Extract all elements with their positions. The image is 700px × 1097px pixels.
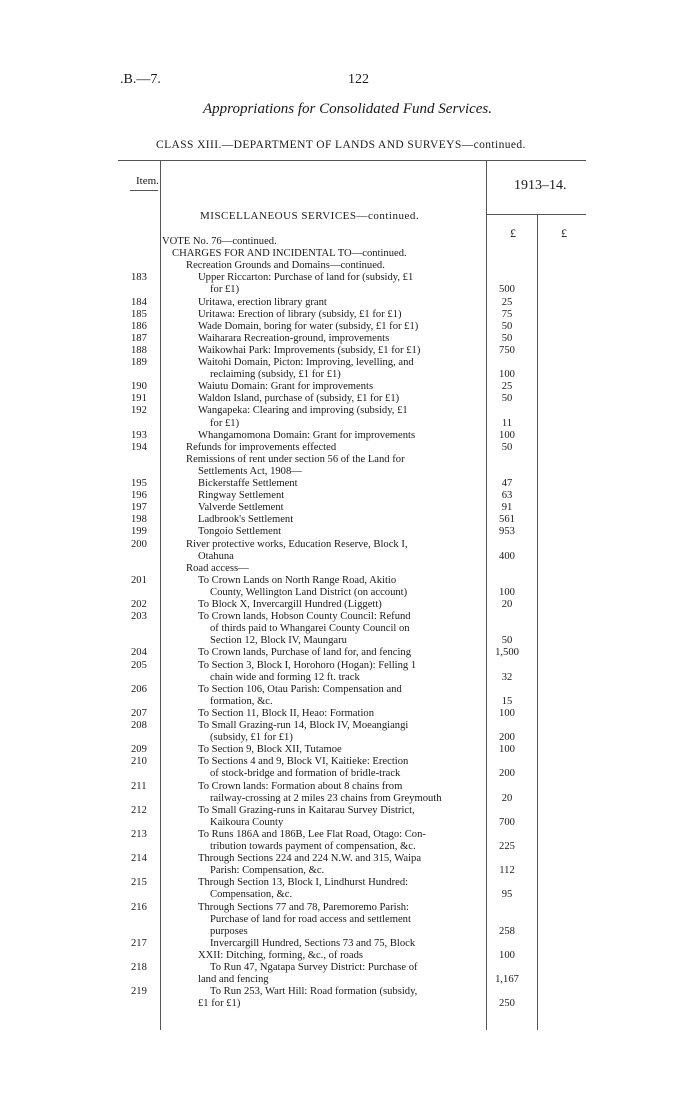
item-description: To Run 47, Ngatapa Survey District: Purchase of [210, 962, 418, 973]
table-row [0, 744, 700, 756]
item-description: Remissions of rent under section 56 of the Land for [186, 453, 405, 465]
item-amount: 100 [499, 707, 515, 719]
table-row [0, 418, 700, 430]
table-row [0, 793, 700, 805]
item-amount: 250 [499, 998, 515, 1010]
item-description: Wade Domain, boring for water (subsidy, £1 for £1) [198, 320, 419, 332]
page-title: Appropriations for Consolidated Fund Services. [203, 101, 493, 117]
item-number: 218 [131, 962, 147, 973]
item-amount: 20 [501, 792, 513, 804]
item-number: 195 [131, 478, 147, 489]
item-number: 189 [131, 357, 147, 368]
table-row [0, 986, 700, 998]
table-row [0, 672, 700, 684]
item-number: 183 [131, 272, 147, 284]
item-amount: 225 [499, 841, 515, 852]
item-amount: 953 [499, 526, 515, 538]
item-description: To Section 106, Otau Parish: Compensation and [198, 683, 402, 695]
item-description: Parish: Compensation, &c. [210, 865, 325, 877]
item-description: To Small Grazing-runs in Kaitarau Survey District, [198, 804, 415, 816]
item-number: 202 [131, 599, 147, 610]
item-description: (subsidy, £1 for £1) [210, 732, 293, 744]
table-row [0, 974, 700, 986]
table-row [0, 926, 700, 938]
item-description: Kaikoura County [210, 816, 284, 828]
item-description: formation, &c. [210, 695, 273, 707]
item-description: Recreation Grounds and Domains—continued. [186, 260, 385, 272]
item-number: 211 [131, 780, 147, 792]
item-description: To Crown lands, Hobson County Council: Refund [198, 611, 411, 623]
item-column-header: Item. [136, 175, 159, 187]
item-description: Wangapeka: Clearing and improving (subsidy, £1 [198, 405, 408, 417]
item-description: Ladbrook's Settlement [198, 514, 294, 526]
table-row [0, 551, 700, 563]
item-amount: 750 [499, 344, 515, 356]
item-description: Otahuna [198, 550, 234, 562]
item-number: 206 [131, 683, 147, 695]
item-number: 187 [131, 332, 147, 344]
table-row [0, 575, 700, 587]
item-description: tribution towards payment of compensation, &c. [210, 841, 416, 852]
item-amount: 25 [501, 381, 513, 393]
table-row [0, 768, 700, 780]
item-amount: 32 [501, 671, 513, 683]
table-row [0, 272, 700, 284]
item-description: purposes [210, 925, 248, 937]
item-amount: 400 [499, 550, 515, 562]
item-number: 216 [131, 901, 147, 913]
item-description: reclaiming (subsidy, £1 for £1) [210, 369, 341, 381]
table-row [0, 345, 700, 357]
item-description: To Run 253, Wart Hill: Road formation (subsidy, [210, 986, 418, 998]
item-number: 186 [131, 320, 147, 332]
item-description: Waiharara Recreation-ground, improvements [198, 332, 390, 344]
table-row [0, 805, 700, 817]
table-row [0, 853, 700, 865]
item-number: 199 [131, 526, 147, 538]
top-rule [118, 160, 586, 161]
table-row [0, 720, 700, 732]
item-description: Invercargill Hundred, Sections 73 and 75, Block [210, 937, 416, 949]
item-description: Upper Riccarton: Purchase of land for (subsidy, £1 [198, 272, 414, 284]
item-amount: 1,500 [495, 647, 519, 659]
item-amount: 200 [499, 768, 515, 780]
item-number: 205 [131, 659, 147, 671]
item-number: 193 [131, 429, 147, 441]
item-number: 203 [131, 611, 147, 623]
table-row [0, 236, 700, 248]
table-row [0, 902, 700, 914]
table-row [0, 877, 700, 889]
item-amount: 100 [499, 429, 515, 441]
table-row [0, 309, 700, 321]
table-row [0, 660, 700, 672]
item-description: Refunds for improvements effected [186, 441, 337, 453]
item-description: To Section 3, Block I, Horohoro (Hogan): Felling 1 [198, 659, 417, 671]
table-row [0, 950, 700, 962]
item-description: Waikowhai Park: Improvements (subsidy, £1 for £1) [198, 344, 421, 356]
table-row [0, 599, 700, 611]
table-row [0, 478, 700, 490]
item-number: 204 [131, 647, 147, 659]
item-description: Uritawa: Erection of library (subsidy, £1 for £1) [198, 308, 402, 320]
item-underline [130, 190, 158, 191]
item-description: Waiutu Domain: Grant for improvements [198, 381, 374, 393]
table-row [0, 502, 700, 514]
item-number: 185 [131, 308, 147, 320]
table-row [0, 781, 700, 793]
document-code: .B.—7. [120, 72, 161, 87]
item-description: XXII: Ditching, forming, &c., of roads [198, 949, 364, 961]
item-description: To Block X, Invercargill Hundred (Liggett) [198, 599, 382, 610]
table-row [0, 297, 700, 309]
item-description: £1 for £1) [198, 998, 241, 1010]
item-amount: 112 [499, 865, 515, 877]
year-column-header: 1913–14. [514, 178, 567, 193]
item-amount: 561 [499, 514, 515, 526]
item-description: County, Wellington Land District (on account) [210, 586, 408, 598]
table-row [0, 829, 700, 841]
table-row [0, 914, 700, 926]
item-amount: 25 [501, 296, 513, 308]
table-row [0, 998, 700, 1010]
item-description: railway-crossing at 2 miles 23 chains from Greymouth [210, 792, 442, 804]
item-amount: 47 [501, 478, 513, 489]
table-row [0, 357, 700, 369]
table-row [0, 611, 700, 623]
header-rule [486, 214, 586, 215]
item-number: 184 [131, 296, 147, 308]
item-description: Road access— [186, 562, 249, 574]
item-number: 210 [131, 756, 147, 768]
table-row [0, 889, 700, 901]
table-row [0, 563, 700, 575]
item-description: Valverde Settlement [198, 502, 284, 514]
item-amount: 50 [501, 635, 513, 647]
item-number: 214 [131, 853, 147, 865]
item-description: To Small Grazing-run 14, Block IV, Moeangiangi [198, 720, 409, 731]
item-description: CHARGES FOR AND INCIDENTAL TO—continued. [172, 248, 407, 260]
table-row [0, 962, 700, 974]
item-description: To Crown Lands on North Range Road, Akitio [198, 574, 397, 586]
item-description: for £1) [210, 284, 240, 296]
item-number: 201 [131, 574, 147, 586]
table-row [0, 405, 700, 417]
item-number: 196 [131, 490, 147, 502]
item-amount: 20 [501, 599, 513, 610]
item-amount: 100 [499, 586, 515, 598]
item-amount: 258 [499, 925, 515, 937]
item-description: Through Sections 77 and 78, Paremoremo Parish: [198, 901, 409, 913]
item-description: Through Sections 224 and 224 N.W. and 315, Waipa [198, 853, 422, 865]
item-description: Tongoio Settlement [198, 526, 282, 538]
table-row [0, 647, 700, 659]
item-number: 212 [131, 804, 147, 816]
item-amount: 50 [501, 393, 513, 405]
item-amount: 91 [501, 502, 513, 514]
item-description: Compensation, &c. [210, 889, 293, 901]
item-number: 209 [131, 744, 147, 756]
table-row [0, 635, 700, 647]
item-amount: 50 [501, 441, 513, 453]
page-number: 122 [348, 72, 369, 87]
table-row [0, 393, 700, 405]
table-row [0, 284, 700, 296]
table-row [0, 321, 700, 333]
table-row [0, 708, 700, 720]
item-number: 213 [131, 828, 147, 840]
item-description: Waldon Island, purchase of (subsidy, £1 for £1) [198, 393, 400, 405]
item-amount: 200 [499, 732, 515, 744]
item-number: 198 [131, 514, 147, 526]
item-number: 188 [131, 344, 147, 356]
item-amount: 50 [501, 320, 513, 332]
table-row [0, 684, 700, 696]
item-number: 217 [131, 937, 147, 949]
item-description: Section 12, Block IV, Maungaru [210, 635, 347, 647]
table-row [0, 248, 700, 260]
item-description: Settlements Act, 1908— [198, 465, 302, 477]
item-amount: 100 [499, 744, 515, 756]
table-row [0, 623, 700, 635]
item-number: 207 [131, 707, 147, 719]
item-number: 191 [131, 393, 147, 405]
table-row [0, 756, 700, 768]
item-description: To Section 11, Block II, Heao: Formation [198, 707, 374, 719]
table-row [0, 817, 700, 829]
item-amount: 100 [499, 369, 515, 381]
item-number: 208 [131, 720, 147, 731]
item-description: VOTE No. 76—continued. [162, 236, 277, 247]
item-number: 192 [131, 405, 147, 417]
table-row [0, 841, 700, 853]
item-description: chain wide and forming 12 ft. track [210, 671, 360, 683]
table-row [0, 381, 700, 393]
item-description: Through Section 13, Block I, Lindhurst Hundred: [198, 877, 409, 889]
section-title: MISCELLANEOUS SERVICES—continued. [200, 210, 420, 222]
item-number: 194 [131, 441, 147, 453]
item-amount: 100 [499, 949, 515, 961]
item-description: To Runs 186A and 186B, Lee Flat Road, Otago: Con- [198, 828, 426, 840]
table-row [0, 466, 700, 478]
item-description: Uritawa, erection library grant [198, 296, 327, 308]
table-row [0, 732, 700, 744]
class-heading: CLASS XIII.—DEPARTMENT OF LANDS AND SURVEYS—continued. [156, 139, 526, 151]
table-row [0, 696, 700, 708]
item-number: 215 [131, 877, 147, 889]
item-number: 190 [131, 381, 147, 393]
item-amount: 95 [501, 889, 513, 901]
table-row [0, 514, 700, 526]
item-amount: 15 [501, 695, 513, 707]
item-number: 219 [131, 986, 147, 998]
item-description: for £1) [210, 417, 240, 429]
item-amount: 75 [501, 308, 513, 320]
item-description: Ringway Settlement [198, 490, 285, 502]
item-description: of thirds paid to Whangarei County Council on [210, 623, 410, 635]
table-row [0, 490, 700, 502]
item-description: To Section 9, Block XII, Tutamoe [198, 744, 342, 756]
table-row [0, 260, 700, 272]
item-amount: 11 [501, 417, 513, 429]
currency-label-1: £ [510, 226, 516, 240]
item-description: Waitohi Domain, Picton: Improving, levelling, and [198, 357, 414, 368]
table-row [0, 539, 700, 551]
item-amount: 63 [501, 490, 513, 502]
item-description: To Crown lands, Purchase of land for, and fencing [198, 647, 412, 659]
item-description: Whangamomona Domain: Grant for improvements [198, 429, 416, 441]
table-row [0, 587, 700, 599]
item-number: 200 [131, 538, 147, 550]
currency-label-2: £ [561, 226, 567, 240]
item-description: River protective works, Education Reserve, Block I, [186, 538, 408, 550]
table-row [0, 369, 700, 381]
table-row [0, 526, 700, 538]
item-description: Purchase of land for road access and settlement [210, 913, 411, 925]
item-description: of stock-bridge and formation of bridle-track [210, 768, 401, 780]
item-amount: 700 [499, 816, 515, 828]
table-row [0, 865, 700, 877]
table-row [0, 938, 700, 950]
item-description: To Sections 4 and 9, Block VI, Kaitieke: Erection [198, 756, 409, 768]
item-amount: 50 [501, 332, 513, 344]
item-description: land and fencing [198, 974, 269, 986]
item-description: To Crown lands: Formation about 8 chains from [198, 780, 403, 792]
table-row [0, 333, 700, 345]
item-amount: 500 [499, 284, 515, 296]
table-row [0, 430, 700, 442]
table-row [0, 454, 700, 466]
table-row [0, 442, 700, 454]
item-amount: 1,167 [495, 974, 519, 986]
item-number: 197 [131, 502, 147, 514]
item-description: Bickerstaffe Settlement [198, 478, 298, 489]
